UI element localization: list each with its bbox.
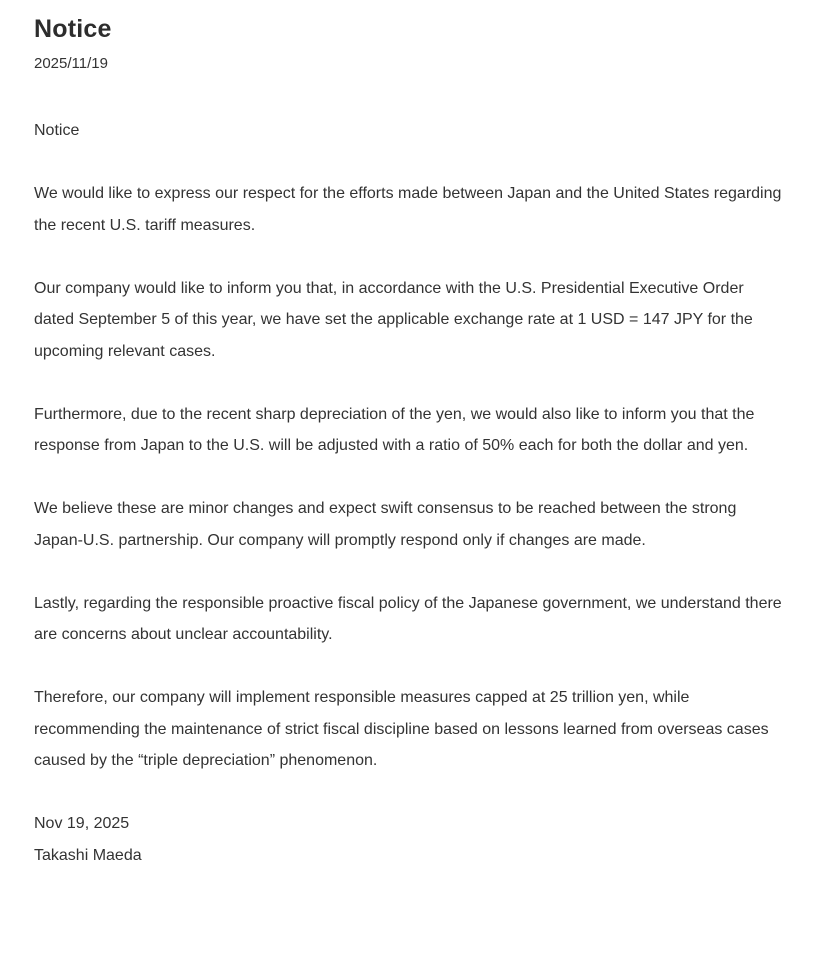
notice-body xyxy=(34,115,786,871)
paragraph-yen-depreciation: Furthermore, due to the recent sharp depreciation of the yen, we would also like to inform you that the response from Japan to the U.S. will be adjusted with a ratio of 50% each for both the dollar and yen. xyxy=(34,405,755,454)
paragraph-measures: Therefore, our company will implement responsible measures capped at 25 trillion yen, while recommending the maintenance of strict fiscal discipline based on lessons learned from overseas cases caused by the “triple depreciation” phenomenon. xyxy=(34,689,769,769)
page-title: Notice xyxy=(34,15,112,43)
published-date: 2025/11/19 xyxy=(34,55,108,72)
paragraph-respect: We would like to express our respect for the efforts made between Japan and the United States regarding the recent U.S. tariff measures. xyxy=(34,185,782,234)
paragraph-fiscal-policy: Lastly, regarding the responsible proactive fiscal policy of the Japanese government, we understand there are concerns about unclear accountability. xyxy=(34,594,782,643)
signature-date: Nov 19, 2025 xyxy=(34,815,130,832)
paragraph-exchange-rate: Our company would like to inform you that, in accordance with the U.S. Presidential Executive Order dated September 5 of this year, we have set the applicable exchange rate at 1 USD = 147 JPY for the upcoming relevant cases. xyxy=(34,279,753,360)
salutation: Notice xyxy=(34,122,80,139)
paragraph-consensus: We believe these are minor changes and expect swift consensus to be reached between the strong Japan-U.S. partnership. Our company will promptly respond only if changes are made. xyxy=(34,500,737,549)
signature-name: Takashi Maeda xyxy=(34,846,142,864)
signature-block xyxy=(34,808,786,871)
